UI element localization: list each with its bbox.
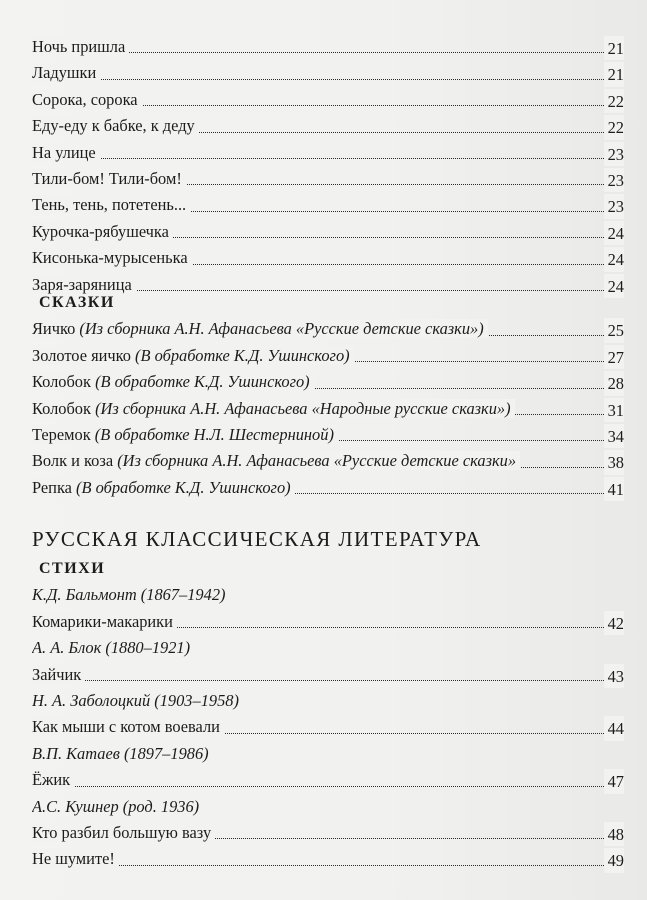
toc-entry — [32, 662, 624, 688]
entry-subtitle: (Из сборника А.Н. Афанасьева «Русские детские сказки») — [79, 319, 484, 339]
entry-title — [32, 478, 295, 497]
toc-entry — [32, 846, 624, 872]
page-number: 38 — [604, 450, 624, 474]
entry-title-text: Ёжик — [32, 770, 71, 790]
entry-title-text: Заря-заряница — [32, 274, 132, 294]
toc-entry — [32, 316, 624, 342]
page-number: 23 — [604, 142, 624, 166]
toc-entry — [32, 343, 624, 369]
author-line: Н. А. Заболоцкий (1903–1958) — [32, 690, 239, 710]
toc-entry — [32, 475, 624, 501]
entry-subtitle: (В обработке К.Д. Ушинского) — [135, 345, 350, 365]
page-number: 23 — [604, 168, 624, 192]
entry-title-text: Колобок — [32, 398, 96, 418]
classic-section — [32, 522, 624, 873]
page-number: 48 — [604, 822, 624, 846]
entry-title — [32, 372, 314, 391]
entry-title-text: Не шумите! — [32, 849, 115, 869]
page-number: 23 — [604, 194, 624, 218]
page-number: 27 — [604, 345, 624, 369]
tales-list — [32, 316, 624, 501]
toc-entry — [32, 820, 624, 846]
entry-title-text: Тили-бом! Тили-бом! — [32, 168, 182, 188]
entry-title — [32, 425, 338, 444]
entry-title-text: Волк и коза — [32, 451, 118, 471]
toc-entry — [32, 422, 624, 448]
author-line: В.П. Катаев (1897–1986) — [32, 743, 209, 763]
tales-heading: СКАЗКИ — [39, 294, 115, 311]
toc-entry — [32, 192, 624, 218]
entry-title — [32, 612, 177, 631]
entry-title-text: Теремок — [32, 424, 95, 444]
page-number: 22 — [604, 89, 624, 113]
entry-subtitle: (Из сборника А.Н. Афанасьева «Русские детские сказки» — [117, 451, 517, 471]
entry-subtitle: (Из сборника А.Н. Афанасьева «Народные русские сказки») — [95, 398, 511, 418]
entry-title — [32, 399, 515, 418]
toc-entry — [32, 714, 624, 740]
entry-title — [32, 90, 142, 109]
toc-entry — [32, 166, 624, 192]
page-number: 24 — [604, 221, 624, 245]
page-number: 21 — [604, 36, 624, 60]
entry-title — [32, 849, 119, 868]
entry-title — [32, 823, 215, 842]
page-number: 24 — [604, 274, 624, 298]
entry-title — [32, 248, 192, 267]
page-number: 28 — [604, 371, 624, 395]
entry-subtitle: (В обработке К.Д. Ушинского) — [76, 477, 291, 497]
dot-leader — [32, 680, 624, 681]
nursery-rhymes-list — [32, 34, 624, 298]
page-number: 22 — [604, 115, 624, 139]
dot-leader — [32, 158, 624, 159]
author-line: К.Д. Бальмонт (1867–1942) — [32, 585, 226, 605]
entry-title — [32, 169, 186, 188]
toc-entry — [32, 140, 624, 166]
entry-title-text: Как мыши с котом воевали — [32, 717, 220, 737]
entry-title-text: Зайчик — [32, 664, 82, 684]
toc-entry — [32, 609, 624, 635]
entry-title — [32, 770, 74, 789]
poems-heading: СТИХИ — [39, 560, 106, 577]
entry-title-text: Сорока, сорока — [32, 89, 138, 109]
entry-title — [32, 346, 354, 365]
dot-leader — [32, 786, 624, 787]
entry-subtitle: (В обработке Н.Л. Шестерниной) — [94, 424, 334, 444]
entry-title — [32, 63, 100, 82]
entry-title-text: Ночь пришла — [32, 37, 126, 56]
toc-entry — [32, 767, 624, 793]
toc-entry — [32, 369, 624, 395]
entry-title-text: Ладушки — [32, 63, 97, 83]
entry-title-text: Колобок — [32, 372, 96, 392]
page-number: 42 — [604, 611, 624, 635]
page-number: 41 — [604, 477, 624, 501]
entry-subtitle: (В обработке К.Д. Ушинского) — [95, 372, 310, 392]
entry-title-text: Тень, тень, потетень... — [32, 195, 187, 215]
toc-entry — [32, 113, 624, 139]
entry-title — [32, 319, 488, 338]
author-line: А. А. Блок (1880–1921) — [32, 638, 191, 658]
toc-entry — [32, 60, 624, 86]
page-number: 49 — [604, 848, 624, 872]
entry-title-text: Комарики-макарики — [32, 611, 173, 631]
toc-entry — [32, 245, 624, 271]
poems-list — [32, 582, 624, 872]
dot-leader — [32, 865, 624, 866]
entry-title — [32, 195, 190, 214]
tales-section — [32, 290, 624, 501]
classic-heading: РУССКАЯ КЛАССИЧЕСКАЯ ЛИТЕРАТУРА — [32, 527, 482, 551]
page-number: 47 — [604, 769, 624, 793]
page-number: 43 — [604, 664, 624, 688]
entry-title-text: Кто разбил большую вазу — [32, 822, 212, 842]
entry-title-text: Репка — [32, 477, 77, 497]
dot-leader — [32, 79, 624, 80]
author-line: А.С. Кушнер (род. 1936) — [32, 796, 200, 816]
page-number: 24 — [604, 247, 624, 271]
entry-title — [32, 275, 136, 294]
entry-title — [32, 451, 520, 470]
page-number: 44 — [604, 716, 624, 740]
entry-title-text: Золотое яичко — [32, 345, 136, 365]
entry-title-text: На улице — [32, 142, 96, 162]
entry-title-text: Еду-еду к бабке, к деду — [32, 116, 195, 136]
entry-title — [32, 37, 129, 56]
entry-title-text: Яичко — [32, 319, 80, 339]
toc-entry — [32, 448, 624, 474]
page-number: 31 — [604, 398, 624, 422]
page-number: 21 — [604, 62, 624, 86]
page-number: 25 — [604, 318, 624, 342]
entry-title-text: Курочка-рябушечка — [32, 221, 169, 241]
entry-title-text: Кисонька-мурысенька — [32, 248, 188, 268]
page-number: 34 — [604, 424, 624, 448]
entry-title — [32, 222, 173, 241]
toc-entry — [32, 396, 624, 422]
entry-title — [32, 665, 85, 684]
entry-title — [32, 116, 199, 135]
entry-title — [32, 143, 100, 162]
toc-entry — [32, 34, 624, 60]
toc-entry — [32, 87, 624, 113]
toc-entry — [32, 219, 624, 245]
entry-title — [32, 717, 224, 736]
